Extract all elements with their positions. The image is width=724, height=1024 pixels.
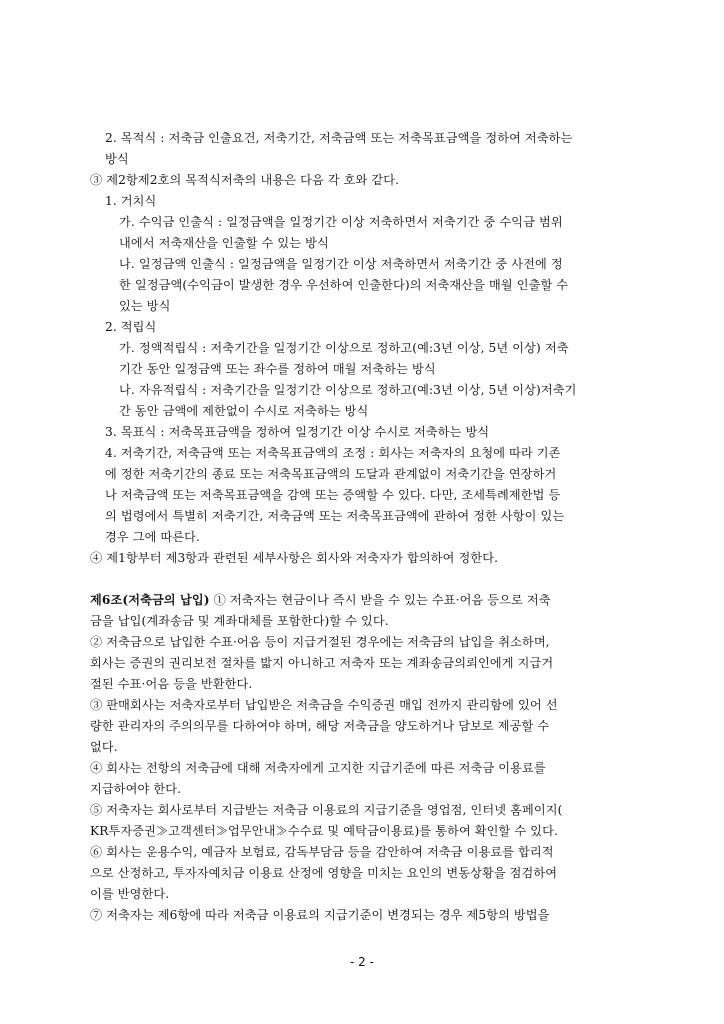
text-line: ③ 판매회사는 저축자로부터 납입받은 저축금을 수익증권 매입 전까지 관리함에 있어 선 (90, 698, 558, 712)
text-line: 3. 목표식 : 저축목표금액을 정하여 일정기간 이상 수시로 저축하는 방식 (105, 425, 490, 439)
text-line: 있는 방식 (119, 299, 171, 313)
text-line: 회사는 증권의 권리보전 절차를 밟지 아니하고 저축자 또는 계좌송금의뢰인에게 지급거 (90, 656, 554, 670)
text-line: 이를 반영한다. (90, 887, 170, 901)
text-line: 지급하여야 한다. (90, 782, 182, 796)
text-line: 2. 목적식 : 저축금 인출요건, 저축기간, 저축금액 또는 저축목표금액을 정하여 저축하는 (105, 131, 573, 145)
text-line: 가. 수익금 인출식 : 일정금액을 일정기간 이상 저축하면서 저축기간 중 수익금 범위 (119, 215, 563, 229)
article-heading: 제6조(저축금의 납입) (90, 593, 210, 607)
article-6-first-line (90, 590, 551, 611)
text-line: 의 법령에서 특별히 저축기간, 저축금액 또는 저축목표금액에 관하여 정한 사항이 있는 (105, 509, 565, 523)
text-line: 으로 산정하고, 투자자예치금 이용료 산정에 영향을 미치는 요인의 변동상황을 점검하여 (90, 866, 558, 880)
text-line: 간 동안 금액에 제한없이 수시로 저축하는 방식 (119, 404, 369, 418)
text-line: 가. 정액적립식 : 저축기간을 일정기간 이상으로 정하고(예:3년 이상, 5년 이상) 저축 (119, 341, 569, 355)
text-line: 나. 일정금액 인출식 : 일정금액을 일정기간 이상 저축하면서 저축기간 중 사전에 정 (119, 257, 563, 271)
text-line: 한 일정금액(수익금이 발생한 경우 우선하여 인출한다)의 저축재산을 매월 인출할 수 (119, 278, 569, 292)
text-line: 방식 (105, 152, 129, 166)
text-line: ③ 제2항제2호의 목적식저축의 내용은 다음 각 호와 같다. (90, 173, 400, 187)
text-line: ② 저축금으로 납입한 수표·어음 등이 지급거절된 경우에는 저축금의 납입을 취소하며, (90, 635, 550, 649)
text-line: 량한 관리자의 주의의무를 다하여야 하며, 해당 저축금을 양도하거나 담보로 제공할 수 (90, 719, 550, 733)
page-number: - 2 - (350, 955, 374, 969)
text-line: 2. 적립식 (105, 320, 157, 334)
text-line: ⑤ 저축자는 회사로부터 지급받는 저축금 이용료의 지급기준을 영업점, 인터넷 홈페이지( (90, 803, 563, 817)
text-line: 나 저축금액 또는 저축목표금액을 감액 또는 증액할 수 있다. 다만, 조세특례제한법 등 (105, 488, 561, 502)
article-text: ① 저축자는 현금이나 즉시 받을 수 있는 수표·어음 등으로 저축 (213, 593, 551, 607)
text-line: 없다. (90, 740, 118, 754)
text-line: ⑦ 저축자는 제6항에 따라 저축금 이용료의 지급기준이 변경되는 경우 제5항의 방법을 (90, 908, 550, 922)
text-line: ④ 회사는 전항의 저축금에 대해 저축자에게 고지한 지급기준에 따른 저축금 이용료를 (90, 761, 546, 775)
text-line: ⑥ 회사는 운용수익, 예금자 보험료, 감독부담금 등을 감안하여 저축금 이용료를 합리적 (90, 845, 554, 859)
text-line: 경우 그에 따른다. (105, 530, 201, 544)
text-line: KR투자증권≫고객센터≫업무안내≫수수료 및 예탁금이용료)를 통하여 확인할 수 있다. (90, 824, 558, 838)
text-line: 1. 거치식 (105, 194, 157, 208)
text-line: ④ 제1항부터 제3항과 관련된 세부사항은 회사와 저축자가 합의하여 정한다. (90, 551, 499, 565)
text-line: 내에서 저축재산을 인출할 수 있는 방식 (119, 236, 329, 250)
text-line: 금을 납입(계좌송금 및 계좌대체를 포함한다)할 수 있다. (90, 614, 389, 628)
text-line: 나. 자유적립식 : 저축기간을 일정기간 이상으로 정하고(예:3년 이상, 5년 이상)저축기 (119, 383, 577, 397)
text-line: 에 정한 저축기간의 종료 또는 저축목표금액의 도달과 관계없이 저축기간을 연장하거 (105, 467, 557, 481)
text-line: 절된 수표·어음 등을 반환한다. (90, 677, 253, 691)
text-line: 기간 동안 일정금액 또는 좌수를 정하여 매월 저축하는 방식 (119, 362, 436, 376)
text-line: 4. 저축기간, 저축금액 또는 저축목표금액의 조정 : 회사는 저축자의 요청에 따라 기존 (105, 446, 561, 460)
